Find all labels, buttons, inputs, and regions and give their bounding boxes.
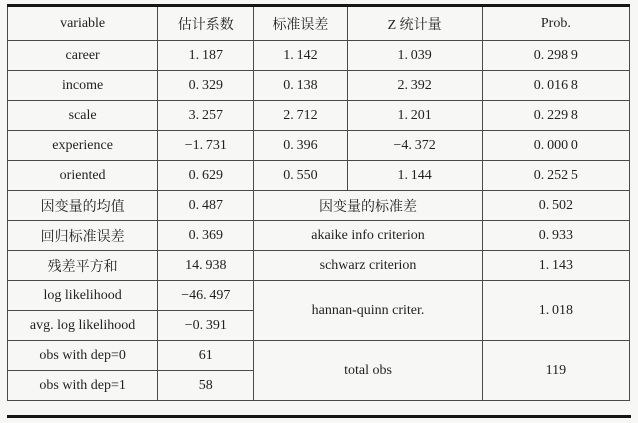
cell-std-error: 2. 712 — [254, 101, 347, 131]
cell-stat-label: obs with dep=1 — [8, 371, 158, 401]
cell-coefficient: 3. 257 — [158, 101, 254, 131]
cell-stat-value: 58 — [158, 371, 254, 401]
cell-variable-name: experience — [8, 131, 158, 161]
cell-stat-value: 0. 369 — [158, 221, 254, 251]
cell-coefficient: 0. 329 — [158, 71, 254, 101]
cell-std-error: 0. 550 — [254, 161, 347, 191]
cell-z-statistic: 1. 039 — [347, 41, 482, 71]
table-row-oriented — [8, 161, 630, 191]
cell-std-error: 1. 142 — [254, 41, 347, 71]
cell-stat-label: schwarz criterion — [254, 251, 482, 281]
cell-stat-value: 61 — [158, 341, 254, 371]
cell-std-error: 0. 396 — [254, 131, 347, 161]
cell-coefficient: −1. 731 — [158, 131, 254, 161]
cell-stat-value: 14. 938 — [158, 251, 254, 281]
cell-z-statistic: 1. 144 — [347, 161, 482, 191]
cell-z-statistic: 2. 392 — [347, 71, 482, 101]
cell-z-statistic: −4. 372 — [347, 131, 482, 161]
table-row-regression-se — [8, 221, 630, 251]
table-row-scale — [8, 101, 630, 131]
cell-std-error: 0. 138 — [254, 71, 347, 101]
cell-stat-label-hannan-quinn: hannan-quinn criter. — [254, 281, 482, 341]
table-row-log-likelihood — [8, 281, 630, 311]
cell-stat-value: −0. 391 — [158, 311, 254, 341]
table-row-experience — [8, 131, 630, 161]
cell-stat-label: 因变量的标准差 — [254, 191, 482, 221]
cell-stat-value: 0. 933 — [482, 221, 629, 251]
cell-stat-value: 1. 143 — [482, 251, 629, 281]
cell-prob: 0. 000 0 — [482, 131, 629, 161]
col-header-coefficient: 估计系数 — [158, 6, 254, 41]
cell-stat-value: −46. 497 — [158, 281, 254, 311]
cell-stat-label: 因变量的均值 — [8, 191, 158, 221]
table-row-career — [8, 41, 630, 71]
cell-stat-label: akaike info criterion — [254, 221, 482, 251]
bottom-thick-rule — [7, 415, 631, 418]
cell-variable-name: career — [8, 41, 158, 71]
cell-prob: 0. 298 9 — [482, 41, 629, 71]
cell-prob: 0. 252 5 — [482, 161, 629, 191]
cell-variable-name: scale — [8, 101, 158, 131]
cell-coefficient: 0. 629 — [158, 161, 254, 191]
cell-stat-value: 1. 018 — [482, 281, 629, 341]
cell-stat-value: 119 — [482, 341, 629, 401]
regression-results-table — [7, 4, 630, 401]
cell-z-statistic: 1. 201 — [347, 101, 482, 131]
table-row-ssr — [8, 251, 630, 281]
table-row-obs-dep0 — [8, 341, 630, 371]
table-row-income — [8, 71, 630, 101]
cell-prob: 0. 229 8 — [482, 101, 629, 131]
cell-prob: 0. 016 8 — [482, 71, 629, 101]
col-header-prob: Prob. — [482, 6, 629, 41]
cell-stat-value: 0. 487 — [158, 191, 254, 221]
cell-stat-label-total-obs: total obs — [254, 341, 482, 401]
cell-stat-label: log likelihood — [8, 281, 158, 311]
cell-stat-label: 回归标准误差 — [8, 221, 158, 251]
cell-stat-value: 0. 502 — [482, 191, 629, 221]
col-header-variable: variable — [8, 6, 158, 41]
cell-stat-label: 残差平方和 — [8, 251, 158, 281]
table-row-dep-mean — [8, 191, 630, 221]
cell-stat-label: obs with dep=0 — [8, 341, 158, 371]
table-header-row — [8, 6, 630, 41]
cell-stat-label: avg. log likelihood — [8, 311, 158, 341]
col-header-z-statistic: Z 统计量 — [347, 6, 482, 41]
cell-variable-name: income — [8, 71, 158, 101]
col-header-std-error: 标准误差 — [254, 6, 347, 41]
cell-coefficient: 1. 187 — [158, 41, 254, 71]
cell-variable-name: oriented — [8, 161, 158, 191]
